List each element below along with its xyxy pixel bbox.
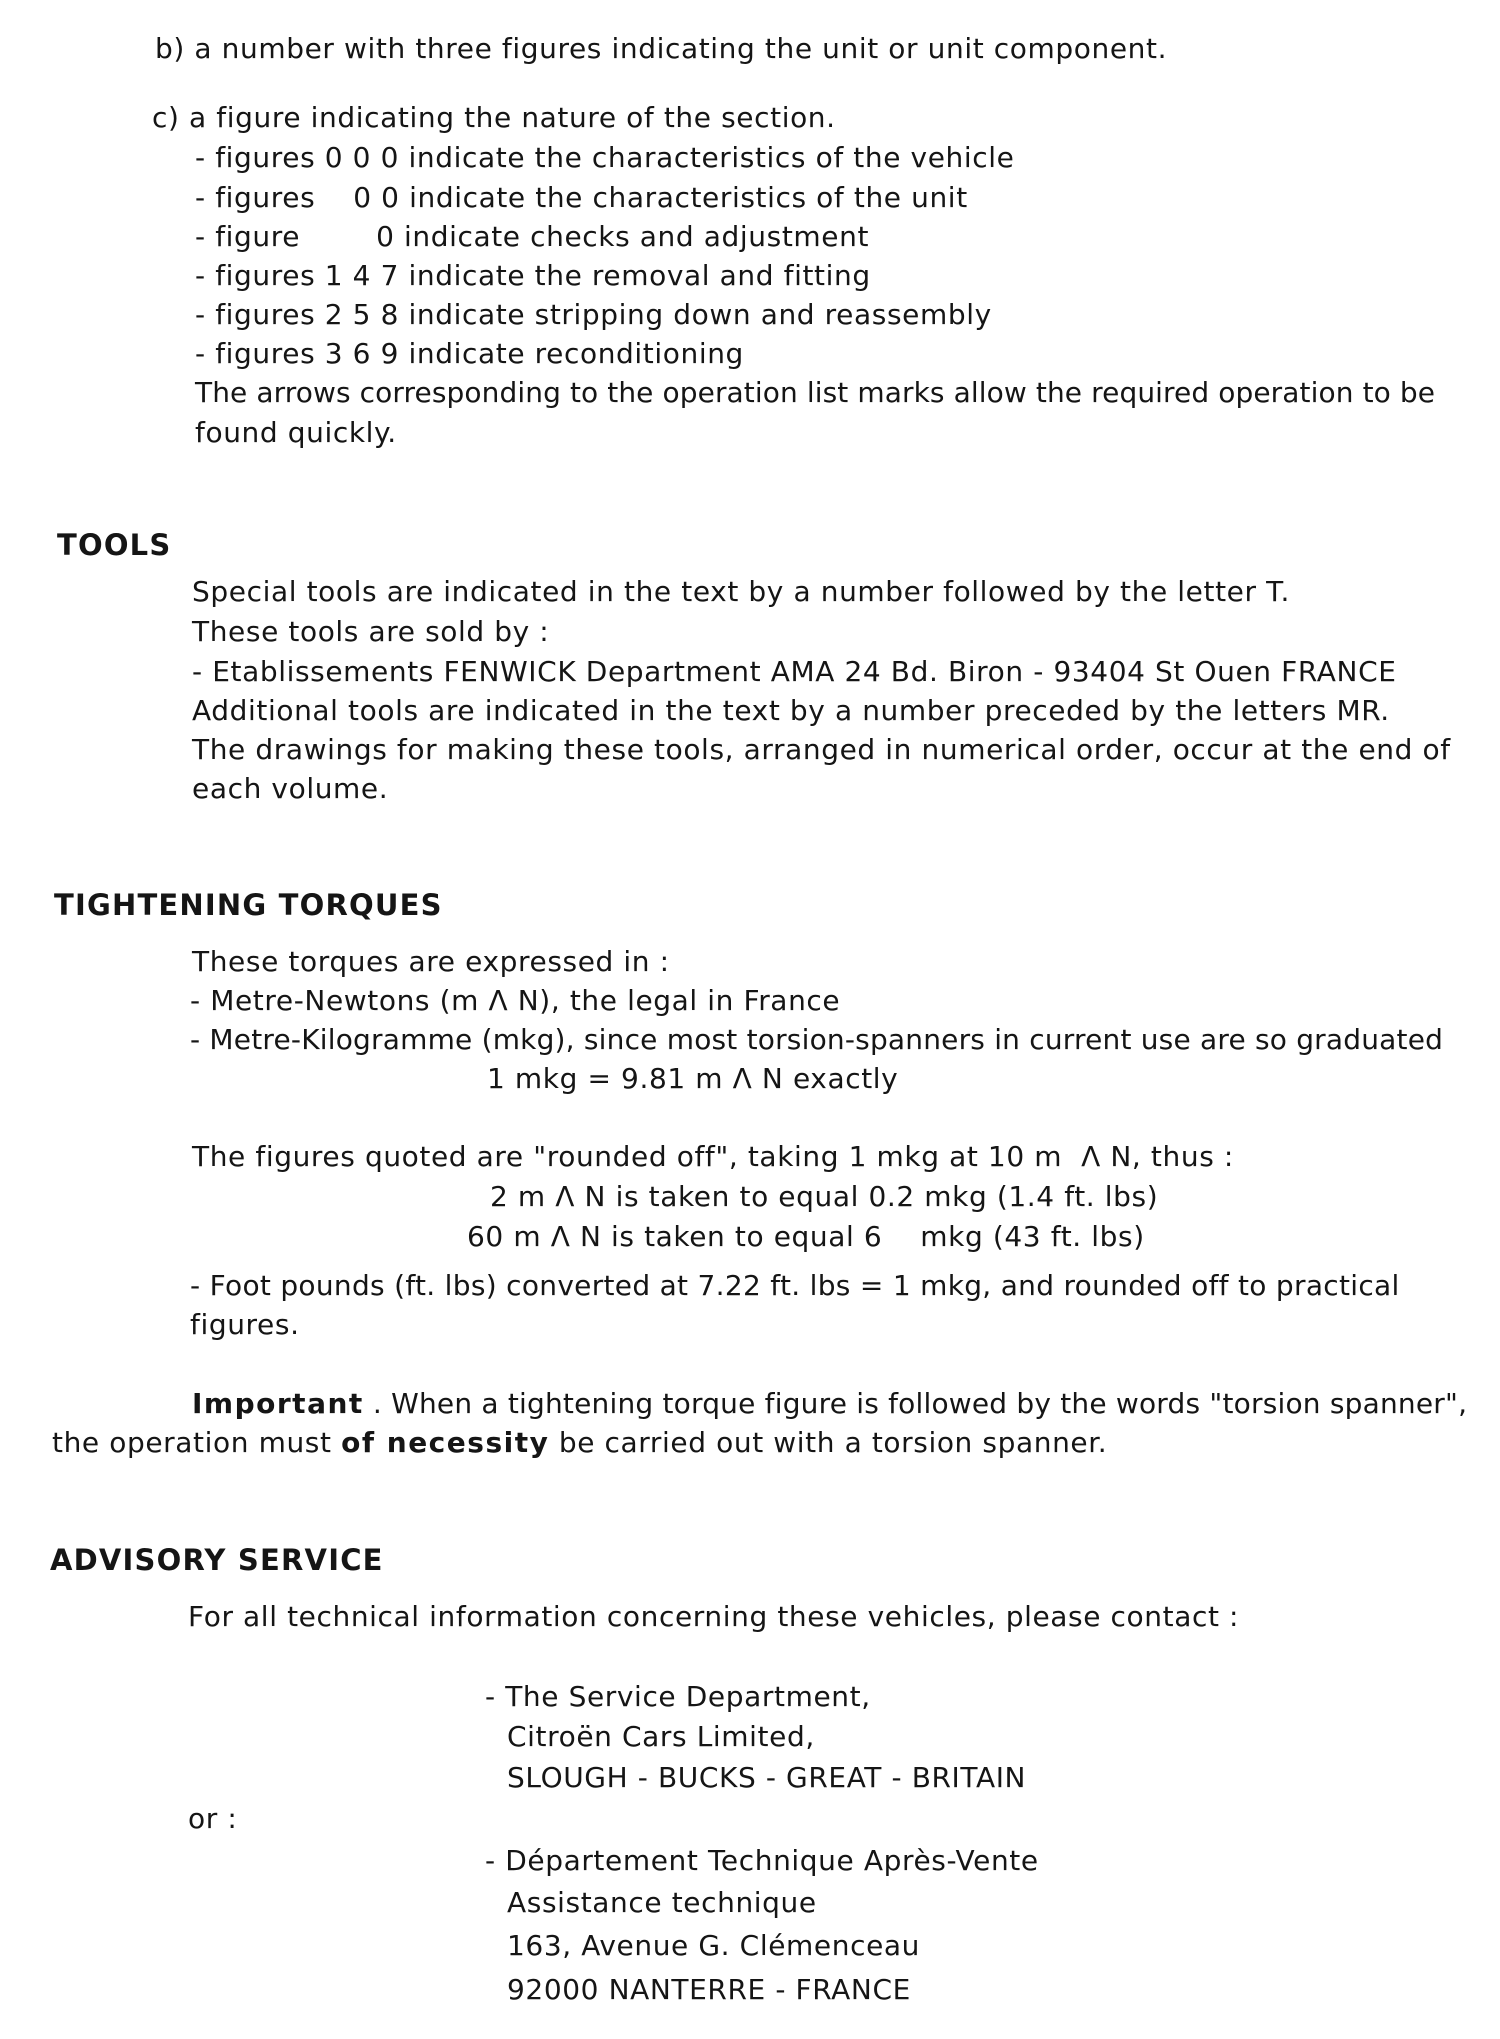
or-label: or : bbox=[188, 1802, 238, 1835]
figure-line: - figures 0 0 indicate the characteristics of the unit bbox=[195, 181, 968, 214]
tools-line: The drawings for making these tools, arranged in numerical order, occur at the end of bbox=[192, 733, 1451, 766]
important-text: be carried out with a torsion spanner. bbox=[558, 1426, 1108, 1459]
rounded-note: The figures quoted are "rounded off", taking 1 mkg at 10 m Λ N, thus : bbox=[192, 1140, 1234, 1173]
uk-address-line: - The Service Department, bbox=[485, 1680, 871, 1713]
fr-address-line: - Département Technique Après-Vente bbox=[485, 1844, 1039, 1877]
important-label: Important bbox=[192, 1387, 364, 1420]
advisory-heading: ADVISORY SERVICE bbox=[50, 1543, 384, 1577]
necessity-emphasis: of necessity bbox=[341, 1426, 550, 1459]
fr-address-line: Assistance technique bbox=[507, 1886, 817, 1919]
foot-pounds-line1: - Foot pounds (ft. lbs) converted at 7.22 ft. lbs = 1 mkg, and rounded off to practical bbox=[190, 1269, 1400, 1302]
foot-pounds-line2: figures. bbox=[190, 1308, 300, 1341]
fr-address-line: 163, Avenue G. Clémenceau bbox=[507, 1929, 921, 1962]
example-line: 2 m Λ N is taken to equal 0.2 mkg (1.4 ft. lbs) bbox=[490, 1180, 1159, 1213]
important-note-line1 bbox=[192, 1385, 1467, 1423]
figure-line: - figure 0 indicate checks and adjustment bbox=[195, 220, 870, 253]
item-b: b) a number with three figures indicating the unit or unit component. bbox=[155, 32, 1168, 65]
figure-line: - figures 3 6 9 indicate reconditioning bbox=[195, 337, 744, 370]
uk-address-line: Citroën Cars Limited, bbox=[507, 1720, 815, 1753]
equivalence-line: 1 mkg = 9.81 m Λ N exactly bbox=[487, 1062, 899, 1095]
tools-line: These tools are sold by : bbox=[192, 615, 550, 648]
metre-kg-line: - Metre-Kilogramme (mkg), since most torsion-spanners in current use are so graduated bbox=[190, 1023, 1444, 1056]
important-note-line2 bbox=[52, 1424, 1107, 1462]
metre-newtons-line: - Metre-Newtons (m Λ N), the legal in France bbox=[190, 984, 841, 1017]
tools-line: - Etablissements FENWICK Department AMA 24 Bd. Biron - 93404 St Ouen FRANCE bbox=[192, 655, 1397, 688]
arrows-note-line1: The arrows corresponding to the operation list marks allow the required operation to be bbox=[195, 376, 1436, 409]
advisory-intro: For all technical information concerning these vehicles, please contact : bbox=[188, 1600, 1240, 1633]
item-c: c) a figure indicating the nature of the section. bbox=[152, 101, 836, 134]
figure-line: - figures 1 4 7 indicate the removal and fitting bbox=[195, 259, 871, 292]
torques-intro: These torques are expressed in : bbox=[192, 945, 670, 978]
important-text: the operation must bbox=[52, 1426, 332, 1459]
tools-line: Additional tools are indicated in the text by a number preceded by the letters MR. bbox=[192, 694, 1390, 727]
tools-line: each volume. bbox=[192, 772, 389, 805]
figure-line: - figures 0 0 0 indicate the characteristics of the vehicle bbox=[195, 141, 1015, 174]
arrows-note-line2: found quickly. bbox=[195, 416, 397, 449]
important-text: . When a tightening torque figure is followed by the words "torsion spanner", bbox=[372, 1387, 1468, 1420]
tools-heading: TOOLS bbox=[57, 528, 172, 562]
uk-address-line: SLOUGH - BUCKS - GREAT - BRITAIN bbox=[507, 1761, 1027, 1794]
figure-line: - figures 2 5 8 indicate stripping down and reassembly bbox=[195, 298, 992, 331]
torques-heading: TIGHTENING TORQUES bbox=[54, 888, 443, 922]
fr-address-line: 92000 NANTERRE - FRANCE bbox=[507, 1973, 911, 2006]
tools-line: Special tools are indicated in the text by a number followed by the letter T. bbox=[192, 575, 1290, 608]
example-line: 60 m Λ N is taken to equal 6 mkg (43 ft. lbs) bbox=[467, 1220, 1145, 1253]
